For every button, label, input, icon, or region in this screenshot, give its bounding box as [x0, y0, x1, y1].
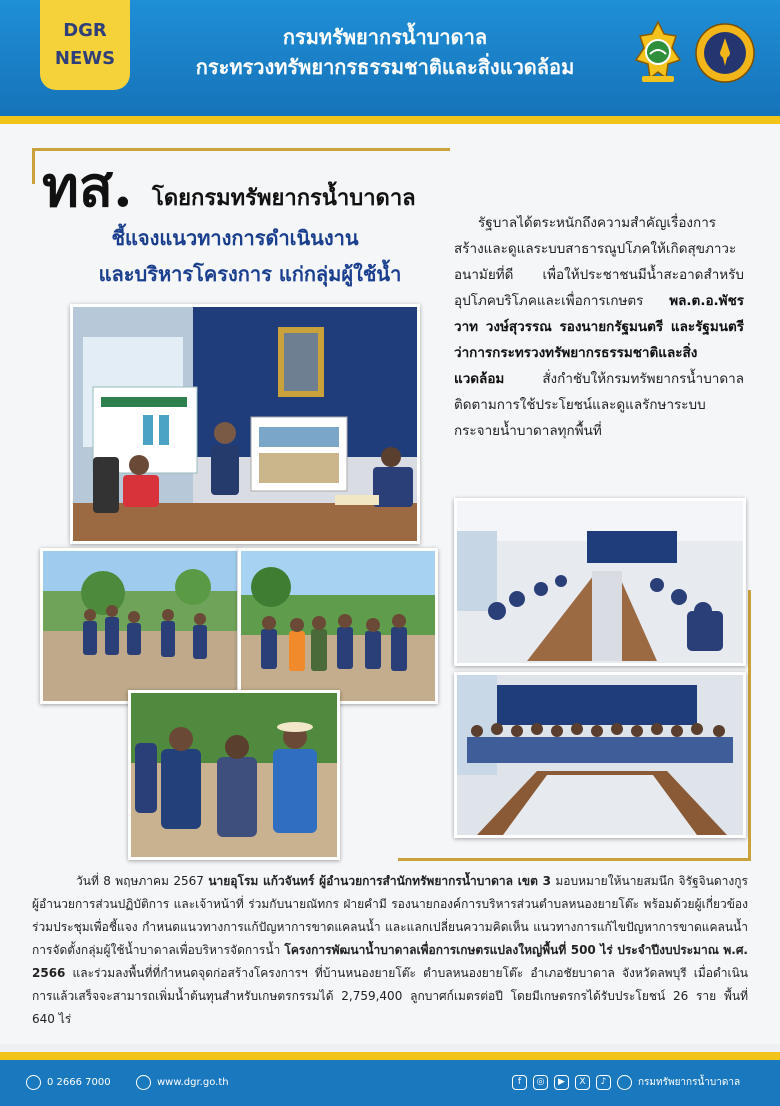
photo-field-closeup — [128, 690, 340, 860]
footer-social — [512, 1075, 740, 1090]
instagram-icon[interactable]: ◎ — [533, 1075, 548, 1090]
dgr-news-badge — [40, 0, 130, 90]
footer-bar — [0, 1060, 780, 1106]
dept-line-2: กระทรวงทรัพยากรธรรมชาติและสิ่งแวดล้อม — [195, 55, 575, 79]
photo-group-meeting — [454, 672, 746, 838]
website-url: www.dgr.go.th — [157, 1077, 229, 1088]
headline-abbr: ทส. — [42, 154, 133, 220]
frame-line — [748, 590, 751, 860]
header-bar — [0, 0, 780, 116]
phone-icon — [26, 1075, 41, 1090]
photo-field-group-1 — [40, 548, 240, 704]
line-icon[interactable] — [617, 1075, 632, 1090]
photo-meeting-presenter — [70, 304, 420, 544]
badge-line-1: DGR — [63, 20, 107, 41]
frame-line — [398, 858, 751, 861]
body-text-1: มอบหมายให้นายสมนึก จิรัฐจินดางกูร ผู้อำนวยการส่วนปฏิบัติการ และเจ้าหน้าที่ ร่วมกับนายณัทกร ฝ่ายคำมี รองนายกองค์การบริหารส่วนตำบลหนองยายโต๊ะ พร้อมด้วยผู้เกี่ยวข้อง ร่วมประชุมเพื่อชี้แจง กำหนดแนวทางการแก้ปัญหาการขาดแคลนน้ำ และแลกเปลี่ยนความคิดเห็น แนวทางการแก้ไขปัญหาการขาดแคลนน้ำ การจัดตั้งกลุ่มผู้ใช้น้ำบาดาลเพื่อบริหารจัดการน้ำ — [32, 874, 748, 957]
footer-stripe — [0, 1052, 780, 1060]
x-icon[interactable]: X — [575, 1075, 590, 1090]
body-date: วันที่ 8 พฤษภาคม 2567 — [76, 874, 204, 888]
frame-line — [32, 148, 35, 184]
lead-paragraph — [454, 210, 744, 444]
lead-text-3: สั่งกำชับให้กรมทรัพยากรน้ำบาดาล ติดตามการใช้ประโยชน์และดูแลรักษาระบบกระจายน้ำบาดาลทุกพื้นที่ — [454, 371, 744, 439]
dgr-emblem-icon — [628, 20, 688, 86]
body-text-2: และร่วมลงพื้นที่ที่กำหนดจุดก่อสร้างโครงการฯ ที่บ้านหนองยายโต๊ะ ตำบลหนองยายโต๊ะ อำเภอชัยบาดาล จังหวัดลพบุรี เมื่อดำเนินการแล้วเสร็จจะสามารถเพิ่มน้ำต้นทุนสำหรับเกษตรกรรมได้ 2,759,400 ลูกบาศก์เมตรต่อปี โดยมีเกษตรกรได้รับประโยชน์ 26 ราย พื้นที่ 640 ไร่ — [32, 966, 748, 1026]
headline-line-2: ชี้แจงแนวทางการดำเนินงาน — [111, 226, 359, 250]
body-paragraph — [32, 870, 748, 1031]
header-stripe — [0, 116, 780, 124]
department-name — [150, 22, 620, 82]
badge-line-2: NEWS — [54, 48, 116, 69]
dept-line-1: กรมทรัพยากรน้ำบาดาล — [282, 25, 488, 49]
headline-line-1: โดยกรมทรัพยากรน้ำบาดาล — [152, 186, 416, 211]
globe-icon — [136, 1075, 151, 1090]
youtube-icon[interactable]: ▶ — [554, 1075, 569, 1090]
tiktok-icon[interactable]: ♪ — [596, 1075, 611, 1090]
footer-phone[interactable] — [26, 1075, 111, 1090]
headline-line-3: และบริหารโครงการ แก่กลุ่มผู้ใช้น้ำ — [98, 262, 402, 286]
photo-field-group-2 — [238, 548, 438, 704]
lead-text-bold: พล.ต.อ.พัชรวาท วงษ์สุวรรณ รองนายกรัฐมนตรี และรัฐมนตรีว่าการกระทรวงทรัพยากรธรรมชาติและสิ่งแวดล้อม — [454, 293, 744, 387]
footer-website[interactable] — [136, 1075, 229, 1090]
social-name: กรมทรัพยากรน้ำบาดาล — [638, 1077, 741, 1088]
photo-conference-room — [454, 498, 746, 666]
phone-number: 0 2666 7000 — [47, 1077, 111, 1088]
facebook-icon[interactable]: f — [512, 1075, 527, 1090]
frame-line — [32, 148, 450, 151]
body-director: นายอุโรม แก้วจันทร์ ผู้อำนวยการสำนักทรัพยากรน้ำบาดาล เขต 3 — [208, 874, 551, 888]
lead-text-1: รัฐบาลได้ตระหนักถึงความสำคัญเรื่องการสร้างและดูแลระบบสาธารณูปโภคให้เกิดสุขภาวะอนามัยที่ดี เพื่อให้ประชาชนมีน้ำสะอาดสำหรับอุปโภคบริโภคและเพื่อการเกษตร — [454, 215, 744, 309]
body-project: โครงการพัฒนาน้ำบาดาลเพื่อการเกษตรแปลงใหญ่พื้นที่ 500 ไร่ ประจำปีงบประมาณ พ.ศ. 2566 — [32, 943, 748, 980]
ministry-seal-icon — [694, 20, 756, 86]
